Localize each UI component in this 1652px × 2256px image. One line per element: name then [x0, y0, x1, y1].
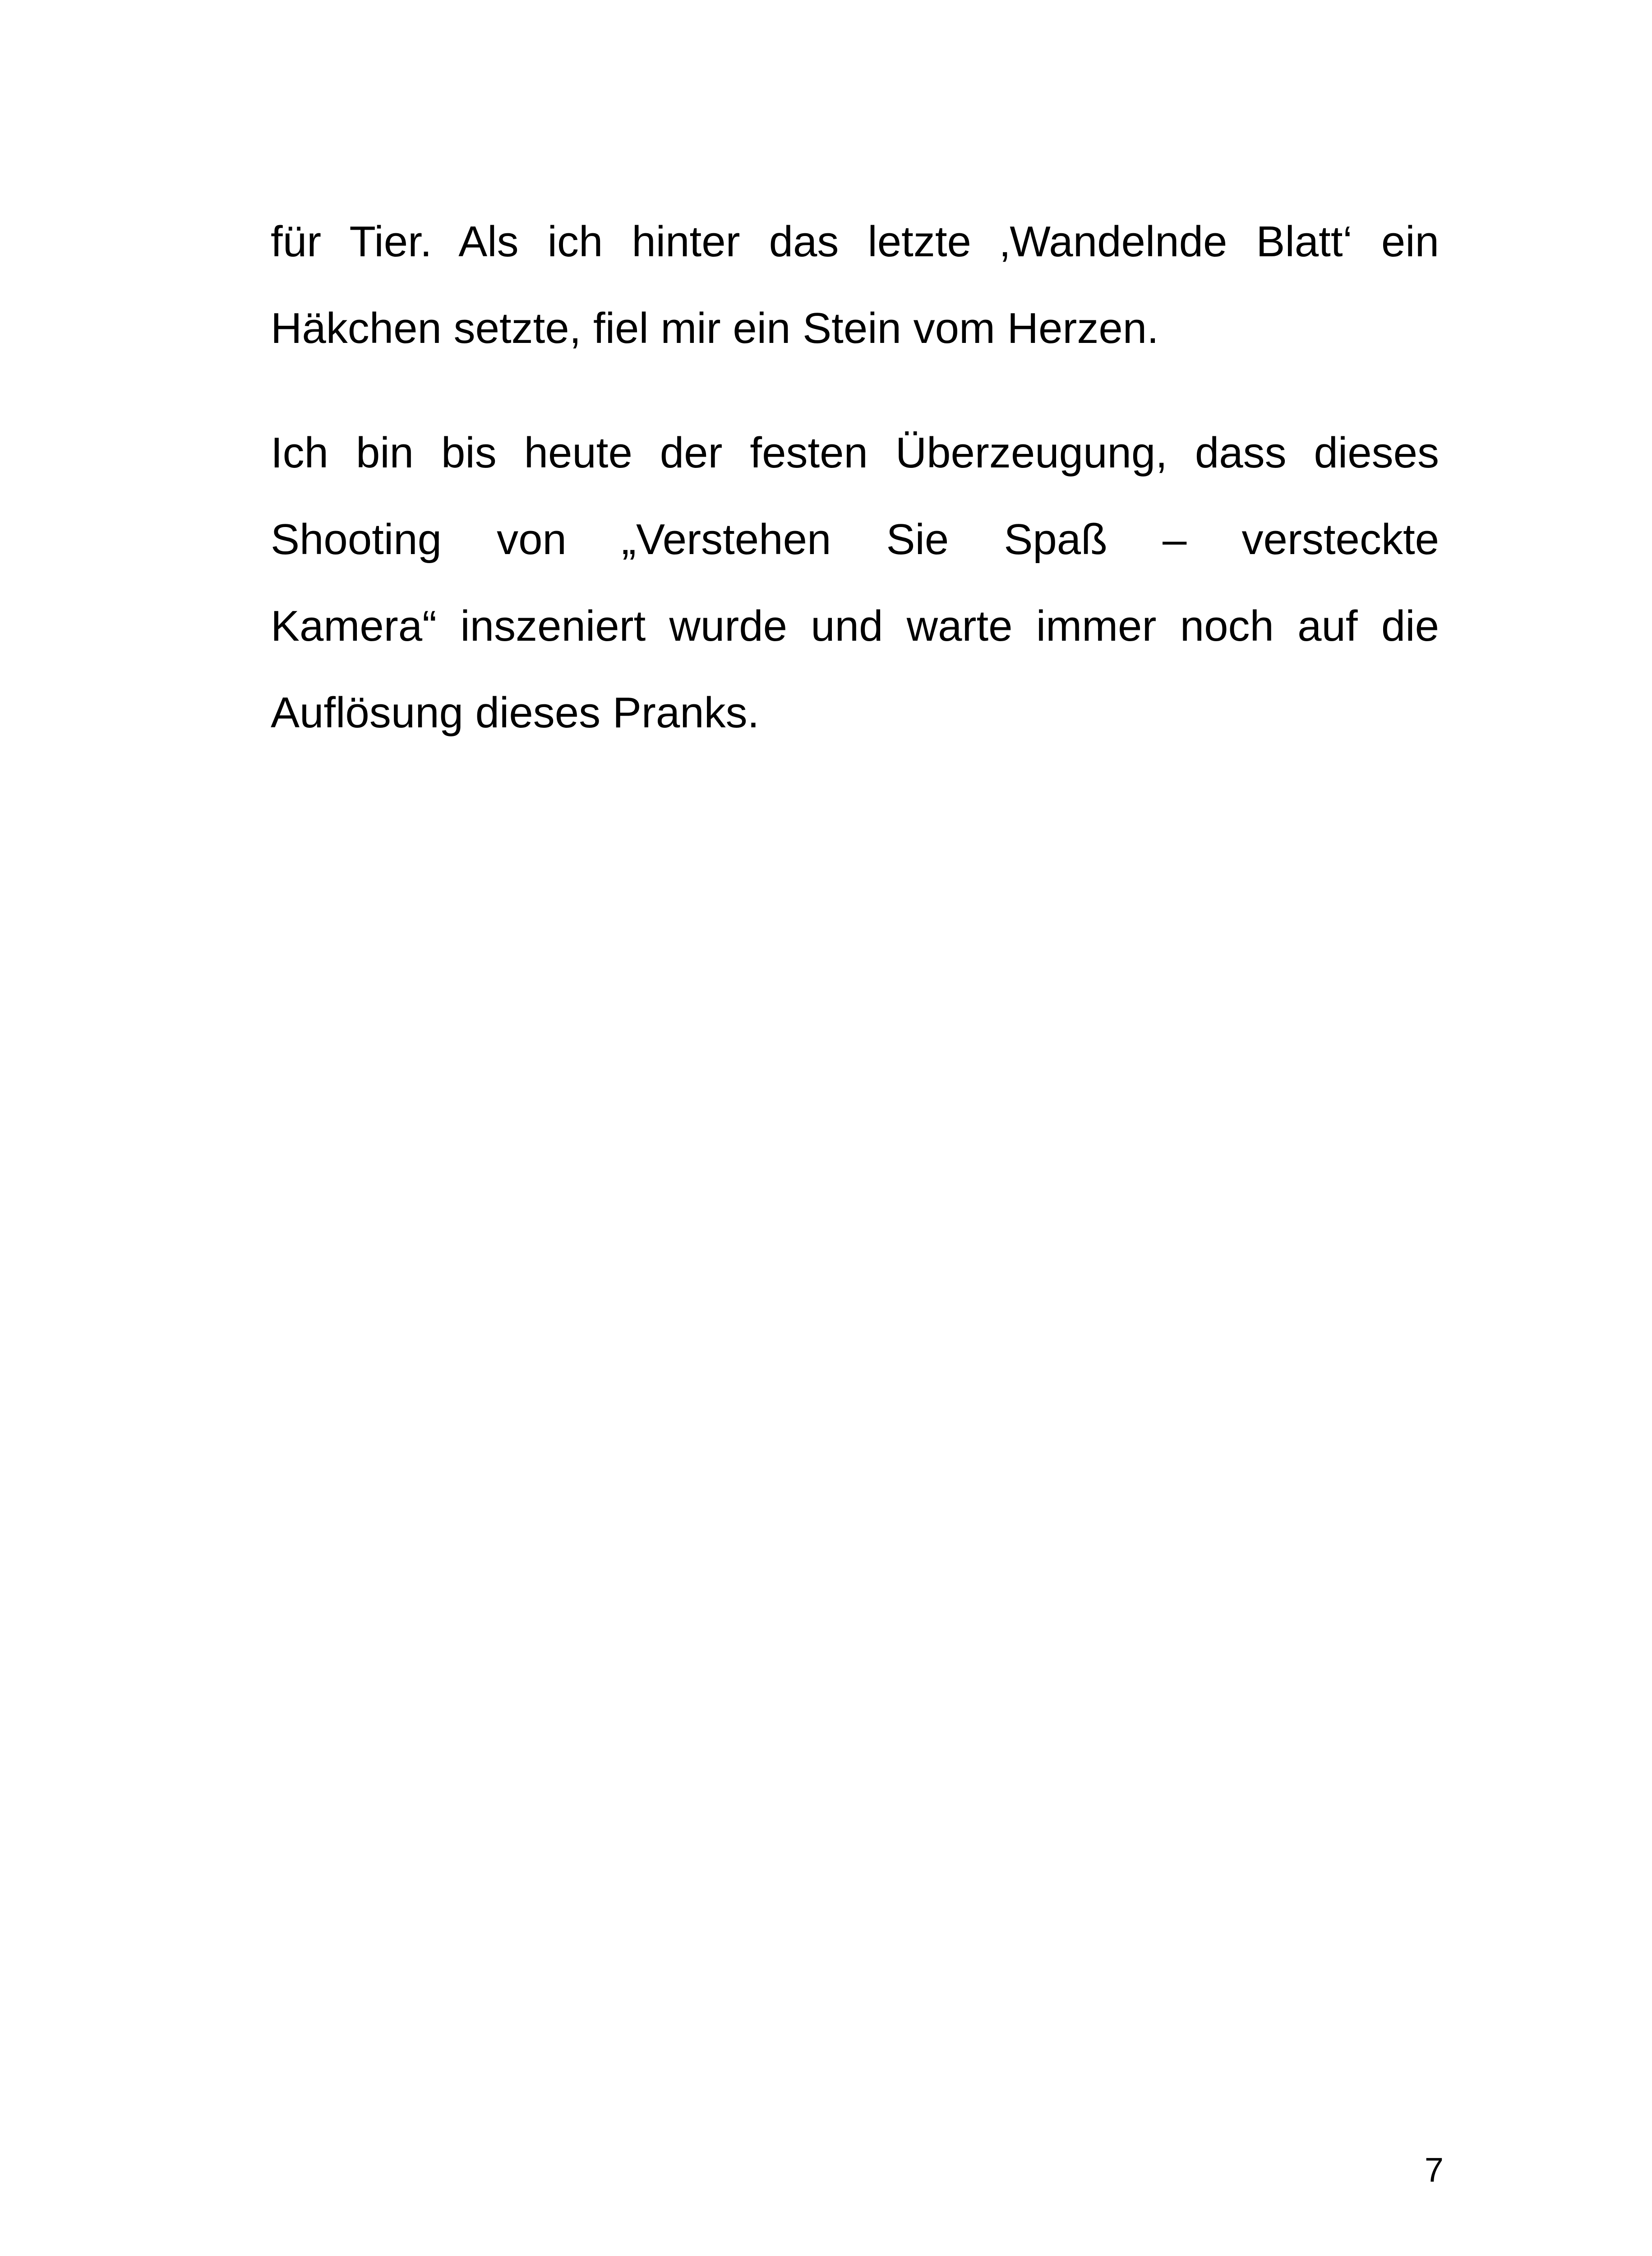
text-line: Kamera“ inszeniert wurde und warte immer noch auf die: [271, 602, 1439, 650]
text-line: Shooting von „Verstehen Sie Spaß – versteckte: [271, 515, 1439, 564]
page-number: 7: [1424, 2151, 1444, 2189]
paragraph-2: [271, 410, 1439, 756]
paragraph-spacing: [271, 372, 1439, 410]
text-line: für Tier. Als ich hinter das letzte ‚Wandelnde Blatt‘ ein: [271, 217, 1439, 266]
text-line: Auflösung dieses Pranks.: [271, 689, 760, 737]
body-text: [271, 199, 1439, 756]
text-line: Ich bin bis heute der festen Überzeugung, dass dieses: [271, 429, 1439, 477]
text-line: Häkchen setzte, fiel mir ein Stein vom Herzen.: [271, 304, 1159, 352]
paragraph-1: [271, 199, 1439, 372]
